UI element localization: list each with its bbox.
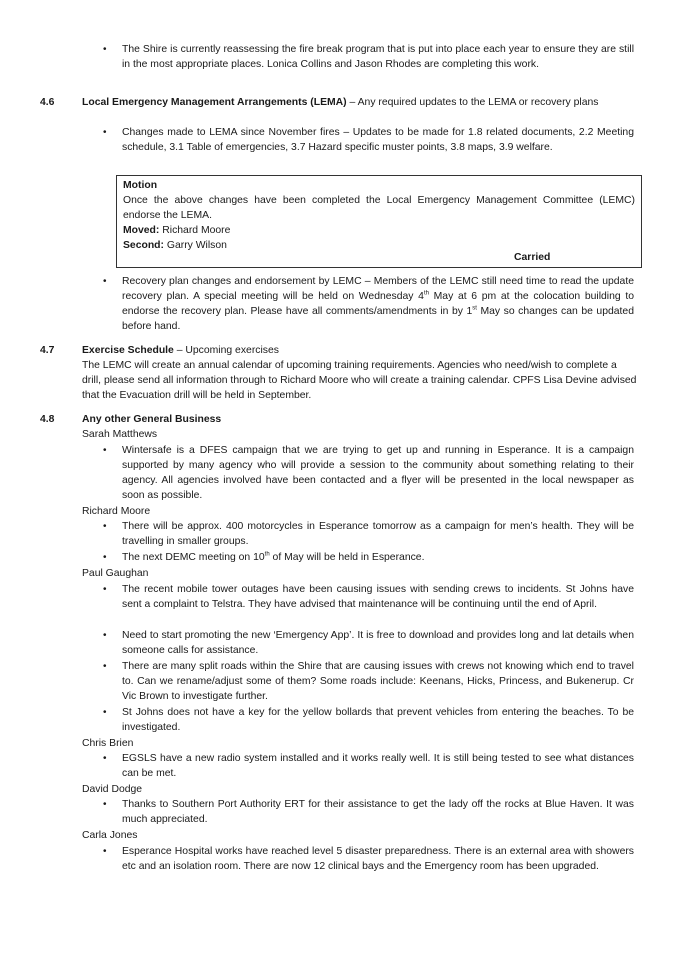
bullet-marker: • [103, 276, 107, 287]
section-heading-4-7 [82, 343, 637, 358]
moved-label: Moved: [123, 225, 160, 236]
lema-changes-paragraph: Changes made to LEMA since November fires – Updates to be made for 1.8 related documents, 2.2 Meeting schedule, 3.1 Table of emergencies, 3.7 Hazard specific muster points, 3.8 maps, 3.9 welfare. [122, 127, 634, 153]
hospital-paragraph: Esperance Hospital works have reached level 5 disaster preparedness. There is an external area with showers etc and an isolation room. There are now 12 clinical bays and the Emergency room has been upgraded. [122, 846, 634, 872]
bullet-marker: • [103, 799, 107, 810]
radio-system-paragraph: EGSLS have a new radio system installed and it works really well. It is still being tested to see what distances can be met. [122, 753, 634, 779]
bullet-marker: • [103, 521, 107, 532]
moved-line [123, 223, 635, 238]
carried-label: Carried [514, 252, 551, 263]
second-label: Second: [123, 240, 164, 251]
motion-title: Motion [123, 180, 158, 191]
section-title-lema: Local Emergency Management Arrangements (LEMA) [82, 97, 347, 108]
bullet-marker: • [103, 661, 107, 672]
section-title-exercise: Exercise Schedule [82, 345, 174, 356]
speaker-name: Richard Moore [82, 506, 151, 517]
speaker-name: Paul Gaughan [82, 568, 149, 579]
section-heading-4-8 [82, 412, 637, 427]
motion-box [116, 175, 642, 268]
fire-break-paragraph: The Shire is currently reassessing the fire break program that is put into place each year to ensure they are still in the most appropriate places. Lonica Collins and Jason Rhodes are completing this work. [122, 44, 634, 70]
sup-th: th [264, 551, 270, 558]
speaker-name: Chris Brien [82, 738, 134, 749]
second-line [123, 238, 635, 253]
bullet-marker: • [103, 445, 107, 456]
demc-meeting-paragraph [122, 550, 634, 565]
bollards-paragraph: St Johns does not have a key for the yellow bollards that prevent vehicles from entering the beaches. To be investigated. [122, 707, 634, 733]
section-subtitle-exercise: – Upcoming exercises [173, 345, 279, 356]
blue-haven-paragraph: Thanks to Southern Port Authority ERT for their assistance to get the lady off the rocks at Blue Haven. It was much appreciated. [122, 799, 634, 825]
speaker-name: Sarah Matthews [82, 429, 158, 440]
bullet-marker: • [103, 753, 107, 764]
emergency-app-paragraph: Need to start promoting the new ‘Emergency App’. It is free to download and provides long and lat details when someone calls for assistance. [122, 630, 634, 656]
section-number-4-6: 4.6 [40, 97, 55, 108]
tower-outages-paragraph: The recent mobile tower outages have been causing issues with sending crews to incidents. St Johns have sent a complaint to Telstra. They have advised that maintenance will be continuing until the end of April. [122, 584, 634, 610]
demc-text-a: The next DEMC meeting on 10 [122, 552, 265, 563]
sup-th: th [423, 290, 429, 297]
motorcycles-paragraph: There will be approx. 400 motorcycles in Esperance tomorrow as a campaign for men’s health. They will be travelling in smaller groups. [122, 521, 634, 547]
sup-st: st [472, 305, 477, 312]
section-number-4-8: 4.8 [40, 414, 55, 425]
speaker-name: David Dodge [82, 784, 143, 795]
second-value: Garry Wilson [164, 240, 227, 251]
speaker-name: Carla Jones [82, 830, 138, 841]
bullet-marker: • [103, 127, 107, 138]
bullet-marker: • [103, 630, 107, 641]
section-heading-4-6 [82, 95, 637, 110]
bullet-marker: • [103, 552, 107, 563]
section-number-4-7: 4.7 [40, 345, 55, 356]
recovery-plan-paragraph [122, 274, 634, 334]
motion-text: Once the above changes have been completed the Local Emergency Management Committee (LEMC) endorse the LEMA. [123, 195, 635, 221]
bullet-marker: • [103, 44, 107, 55]
bullet-marker: • [103, 584, 107, 595]
bullet-marker: • [103, 707, 107, 718]
recovery-text-a: Recovery plan changes and endorsement by LEMC – Members of the LEMC still need time to read the update recovery plan. A special meeting will be held on Wednesday 4 [122, 276, 634, 302]
moved-value: Richard Moore [159, 225, 231, 236]
exercise-paragraph: The LEMC will create an annual calendar of upcoming training requirements. Agencies who need/wish to complete a drill, please send all information through to Richard Moore who will create a training calendar. CPFS Lisa Devine advised that the Evacuation drill will be held in September. [82, 360, 637, 401]
section-title-general: Any other General Business [82, 414, 222, 425]
demc-text-b: of May will be held in Esperance. [269, 552, 425, 563]
split-roads-paragraph: There are many split roads within the Shire that are causing issues with crews not knowing which end to travel to. Can we rename/adjust some of them? Some roads include: Keenans, Hicks, Princess, and Bukenerup. Cr Vic Brown to investigate further. [122, 661, 634, 702]
bullet-marker: • [103, 846, 107, 857]
section-subtitle-lema: – Any required updates to the LEMA or recovery plans [346, 97, 599, 108]
wintersafe-paragraph: Wintersafe is a DFES campaign that we are trying to get up and running in Esperance. It is a campaign supported by many agency who will provide a session to the community about something relating to their agency. All agencies involved have been contacted and a flyer will be presented in the local newspaper as soon as possible. [122, 445, 634, 501]
recovery-text-c: May so changes can be updated before hand. [122, 306, 634, 332]
recovery-text-b: May at 6 pm at the colocation building to endorse the recovery plan. Please have all comments/amendments in by 1 [122, 291, 634, 317]
